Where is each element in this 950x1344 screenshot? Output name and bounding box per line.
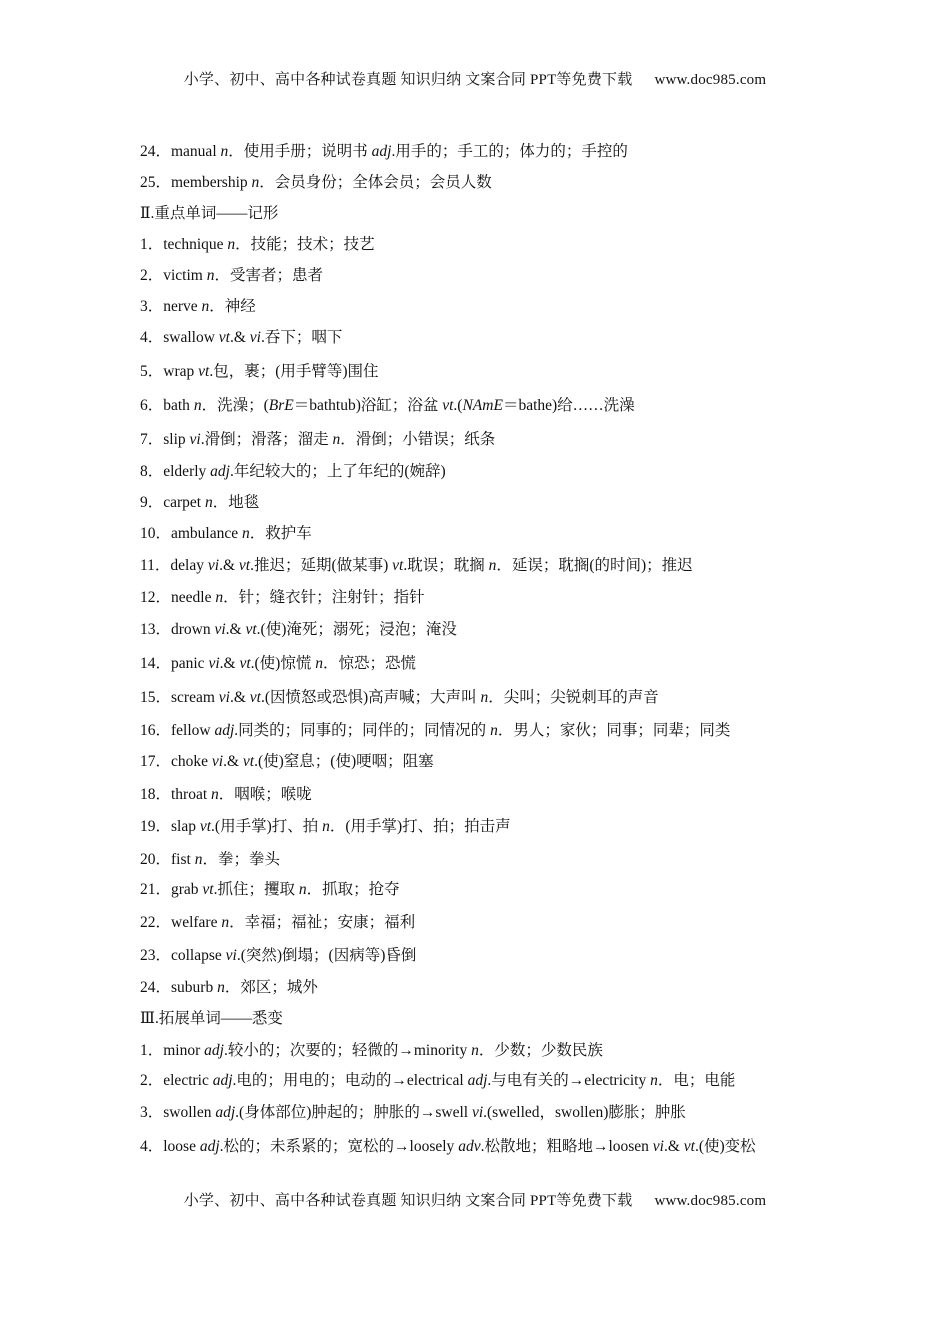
entry-text: 25．membership: [140, 174, 252, 191]
entry-text: 18．throat: [140, 786, 212, 803]
section-heading: [140, 1009, 283, 1029]
entry-text: 20．fist: [140, 851, 195, 868]
entry-text: .耽误；耽搁: [403, 557, 489, 574]
part-of-speech: adj: [467, 1072, 488, 1089]
entry-text: .抓住；攫取: [213, 881, 299, 898]
part-of-speech: n: [251, 174, 260, 191]
part-of-speech: vt: [249, 689, 261, 706]
part-of-speech: n: [488, 557, 497, 574]
entry-text: 4．loose: [140, 1138, 200, 1155]
part-of-speech: n: [298, 881, 307, 898]
part-of-speech: vt: [238, 557, 251, 574]
entry-text: .(使)变松: [694, 1138, 756, 1155]
entry-text: ．电；电能: [657, 1072, 736, 1089]
entry-text: ．受害者；患者: [214, 267, 323, 284]
vocab-entry: [140, 328, 342, 348]
entry-text: ．少数；少数民族: [478, 1042, 603, 1059]
part-of-speech: vi: [214, 621, 226, 638]
part-of-speech: vi: [189, 431, 201, 448]
part-of-speech: adj: [204, 1042, 224, 1059]
entry-text: .&: [225, 621, 246, 638]
vocab-entry: [140, 362, 379, 382]
vocab-entry: [140, 430, 495, 450]
vocab-entry: [140, 493, 259, 513]
entry-text: .(使)窒息；(使)哽咽；阻塞: [254, 753, 434, 770]
section-heading: [140, 204, 278, 224]
entry-text: 9．carpet: [140, 494, 205, 511]
entry-text: Ⅲ.拓展单词——悉变: [140, 1010, 283, 1027]
entry-text: 5．wrap: [140, 363, 199, 380]
entry-text: ．滑倒；小错误；纸条: [340, 431, 496, 448]
vocab-entry: [140, 235, 375, 255]
part-of-speech: n: [215, 589, 224, 606]
entry-text: ．地毯: [212, 494, 260, 511]
vocab-entry: [140, 721, 730, 741]
part-of-speech: adj: [214, 722, 235, 739]
entry-text: Ⅱ.重点单词——记形: [140, 205, 279, 222]
part-of-speech: n: [322, 818, 330, 835]
vocab-entry: [140, 556, 693, 576]
entry-text: ．技能；技术；技艺: [235, 236, 375, 253]
part-of-speech: vt: [245, 621, 257, 638]
entry-text: 3．nerve: [140, 298, 202, 315]
part-of-speech: BrE: [268, 397, 294, 414]
entry-text: 3．swollen: [140, 1104, 216, 1121]
entry-text: 6．bath: [140, 397, 194, 414]
part-of-speech: vt: [683, 1138, 695, 1155]
entry-text: ．使用手册；说明书: [228, 143, 372, 160]
entry-text: ．郊区；城外: [224, 979, 318, 996]
entry-text: .(因愤怒或恐惧)高声喊；大声叫: [260, 689, 481, 706]
entry-text: 4．swallow: [140, 329, 219, 346]
part-of-speech: n: [332, 431, 341, 448]
vocab-entry: [140, 978, 318, 998]
entry-text: 10．ambulance: [140, 525, 243, 542]
vocab-entry: [140, 462, 446, 482]
entry-text: .与电有关的→electricity: [487, 1072, 651, 1089]
part-of-speech: adj: [199, 1138, 220, 1155]
entry-text: .(突然)倒塌；(因病等)昏倒: [236, 947, 417, 964]
part-of-speech: adj: [210, 463, 230, 480]
part-of-speech: vi: [225, 947, 237, 964]
entry-text: 15．scream: [140, 689, 219, 706]
entry-text: .&: [229, 689, 250, 706]
entry-text: .&: [219, 655, 240, 672]
entry-text: ．幸福；福祉；安康；福利: [229, 914, 416, 931]
page-footer: [0, 1189, 950, 1210]
entry-text: ．尖叫；尖锐刺耳的声音: [488, 689, 659, 706]
entry-text: 23．collapse: [140, 947, 226, 964]
part-of-speech: vt: [242, 753, 255, 770]
entry-text: 21．grab: [140, 881, 203, 898]
entry-text: ．救护车: [249, 525, 312, 542]
header-text: 小学、初中、高中各种试卷真题 知识归纳 文案合同 PPT等免费下载: [183, 72, 633, 88]
entry-text: 19．slap: [140, 818, 200, 835]
part-of-speech: n: [206, 267, 215, 284]
entry-text: 1．minor: [140, 1042, 205, 1059]
entry-text: .&: [223, 753, 243, 770]
part-of-speech: n: [193, 397, 202, 414]
entry-text: .(用手掌)打、拍: [211, 818, 323, 835]
part-of-speech: n: [480, 689, 489, 706]
entry-text: .推迟；延期(做某事): [250, 557, 393, 574]
entry-text: .较小的；次要的；轻微的→minority: [223, 1042, 472, 1059]
vocab-entry: [140, 752, 434, 772]
entry-text: ．针；缝衣针；注射针；指针: [223, 589, 425, 606]
entry-text: 24．suburb: [140, 979, 218, 996]
entry-text: .&: [663, 1138, 684, 1155]
part-of-speech: vt: [198, 363, 210, 380]
entry-text: .(swelled，swollen)膨胀；肿胀: [483, 1104, 686, 1121]
entry-text: .松的；未系紧的；宽松的→loosely: [219, 1138, 459, 1155]
vocab-entry: [140, 1041, 603, 1061]
part-of-speech: n: [315, 655, 323, 672]
entry-text: ．(用手掌)打、拍；拍击声: [329, 818, 511, 835]
vocab-entry: [140, 688, 659, 708]
entry-text: .滑倒；滑落；溜走: [200, 431, 333, 448]
entry-text: 2．victim: [140, 267, 207, 284]
vocab-entry: [140, 297, 256, 317]
part-of-speech: vt: [239, 655, 251, 672]
part-of-speech: n: [650, 1072, 658, 1089]
entry-text: 24．manual: [140, 143, 221, 160]
part-of-speech: vi: [652, 1138, 664, 1155]
vocab-entry: [140, 396, 635, 416]
part-of-speech: NAmE: [462, 397, 503, 414]
vocab-entry: [140, 880, 400, 900]
entry-text: 13．drown: [140, 621, 215, 638]
header-site: www.doc985.com: [654, 72, 767, 88]
part-of-speech: vi: [471, 1104, 484, 1121]
entry-text: .吞下；咽下: [260, 329, 343, 346]
part-of-speech: n: [221, 914, 230, 931]
part-of-speech: adj: [212, 1072, 233, 1089]
part-of-speech: vi: [208, 655, 220, 672]
part-of-speech: vi: [211, 753, 224, 770]
entry-text: ＝bathtub)浴缸；浴盆: [293, 397, 443, 414]
entry-text: 11．delay: [140, 557, 208, 574]
entry-text: .&: [229, 329, 250, 346]
entry-text: ．惊恐；恐慌: [322, 655, 416, 672]
vocab-entry: [140, 620, 457, 640]
part-of-speech: n: [471, 1042, 479, 1059]
entry-text: 7．slip: [140, 431, 190, 448]
part-of-speech: vi: [207, 557, 220, 574]
entry-text: 2．electric: [140, 1072, 213, 1089]
vocab-entry: [140, 1103, 686, 1123]
vocab-entry: [140, 266, 323, 286]
vocab-entry: [140, 850, 280, 870]
footer-site: www.doc985.com: [654, 1193, 767, 1209]
part-of-speech: n: [242, 525, 250, 542]
entry-text: 16．fellow: [140, 722, 215, 739]
vocab-entry: [140, 588, 425, 608]
part-of-speech: n: [220, 143, 229, 160]
vocab-entry: [140, 524, 312, 544]
vocab-entry: [140, 1071, 735, 1091]
part-of-speech: n: [194, 851, 203, 868]
entry-text: .(身体部位)肿起的；肿胀的→swell: [235, 1104, 472, 1121]
part-of-speech: n: [211, 786, 219, 803]
vocab-entry: [140, 785, 312, 805]
vocab-entry: [140, 1137, 756, 1157]
vocab-entry: [140, 913, 415, 933]
entry-text: ．咽喉；喉咙: [218, 786, 312, 803]
entry-text: ．延误；耽搁(的时间)；推迟: [496, 557, 693, 574]
part-of-speech: n: [217, 979, 225, 996]
part-of-speech: adv: [458, 1138, 481, 1155]
entry-text: .电的；用电的；电动的→electrical: [232, 1072, 468, 1089]
entry-text: .(使)淹死；溺死；浸泡；淹没: [256, 621, 457, 638]
part-of-speech: adj: [371, 143, 392, 160]
part-of-speech: vt: [442, 397, 454, 414]
entry-text: ．会员身份；全体会员；会员人数: [259, 174, 492, 191]
entry-text: .包，裹；(用手臂等)围住: [209, 363, 379, 380]
part-of-speech: n: [490, 722, 498, 739]
entry-text: .用手的；手工的；体力的；手控的: [391, 143, 628, 160]
entry-text: 12．needle: [140, 589, 216, 606]
entry-text: ．拳；拳头: [202, 851, 280, 868]
part-of-speech: vt: [218, 329, 230, 346]
vocab-entry: [140, 142, 628, 162]
entry-text: .&: [219, 557, 239, 574]
entry-text: ．抓取；抢夺: [306, 881, 400, 898]
part-of-speech: vt: [199, 818, 212, 835]
entry-text: 1．technique: [140, 236, 228, 253]
entry-text: ．男人；家伙；同事；同辈；同类: [497, 722, 731, 739]
entry-text: .(使)惊慌: [250, 655, 316, 672]
entry-text: 17．choke: [140, 753, 212, 770]
part-of-speech: vt: [392, 557, 404, 574]
part-of-speech: n: [201, 298, 210, 315]
vocab-entry: [140, 173, 492, 193]
vocab-entry: [140, 654, 416, 674]
footer-text: 小学、初中、高中各种试卷真题 知识归纳 文案合同 PPT等免费下载: [183, 1193, 633, 1209]
entry-text: .松散地；粗略地→loosen: [480, 1138, 653, 1155]
part-of-speech: vi: [249, 329, 261, 346]
entry-text: ．洗澡；(: [201, 397, 269, 414]
entry-text: 14．panic: [140, 655, 209, 672]
entry-text: .同类的；同事的；同伴的；同情况的: [234, 722, 491, 739]
entry-text: ．神经: [209, 298, 256, 315]
part-of-speech: n: [204, 494, 213, 511]
page-header: [0, 68, 950, 89]
entry-text: .(: [453, 397, 463, 414]
vocab-entry: [140, 817, 511, 837]
part-of-speech: vt: [202, 881, 214, 898]
part-of-speech: n: [227, 236, 236, 253]
entry-text: 8．elderly: [140, 463, 211, 480]
entry-text: ＝bathe)给……洗澡: [502, 397, 635, 414]
vocab-entry: [140, 946, 416, 966]
entry-text: .年纪较大的；上了年纪的(婉辞): [229, 463, 446, 480]
part-of-speech: vi: [218, 689, 230, 706]
part-of-speech: adj: [215, 1104, 236, 1121]
entry-text: 22．welfare: [140, 914, 222, 931]
